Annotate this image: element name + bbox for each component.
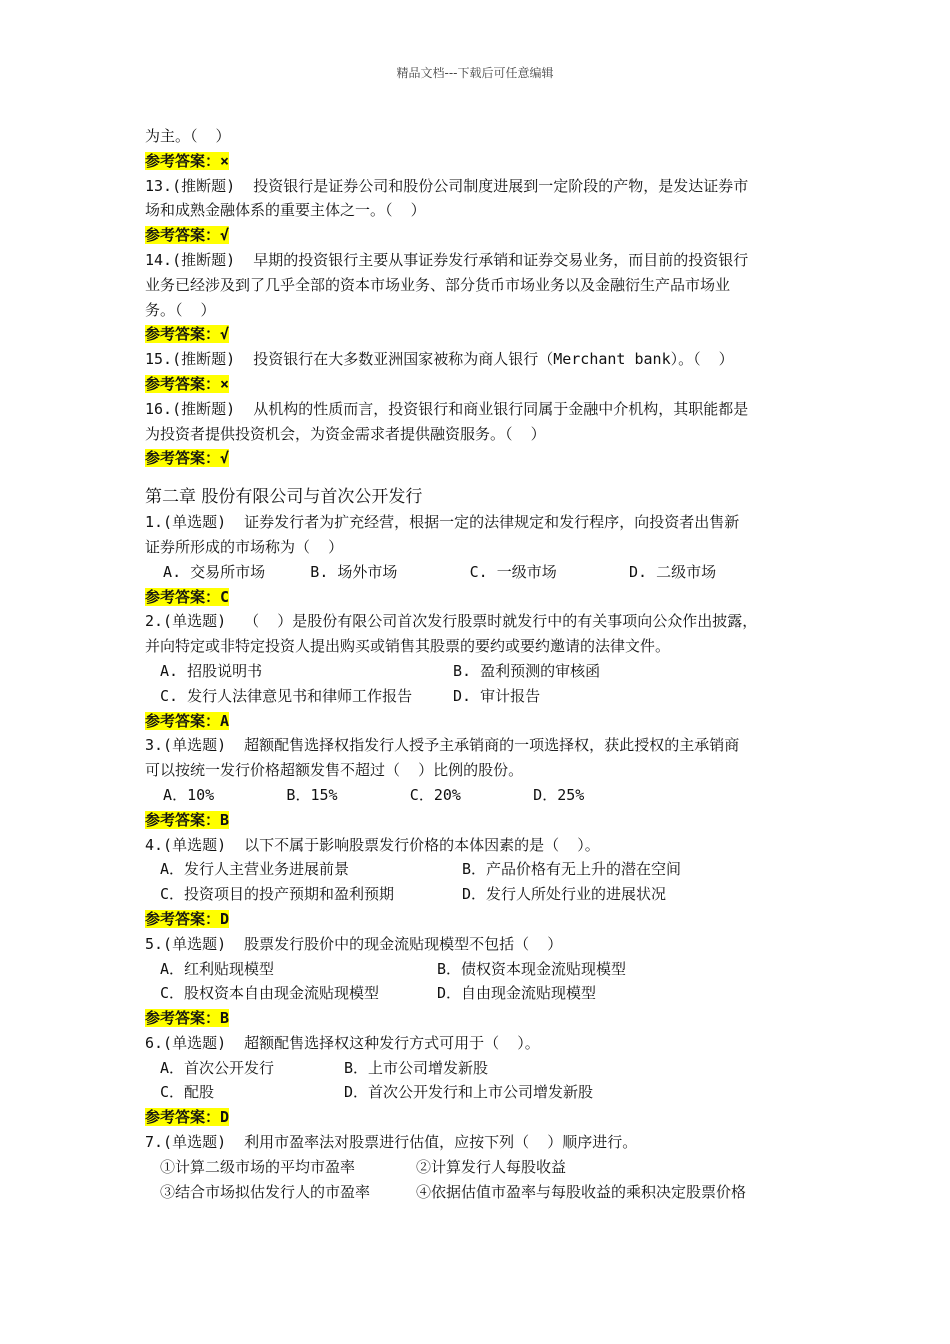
option-right: ②计算发行人每股收益 [416, 1157, 567, 1176]
answer-highlight: 参考答案：× [145, 151, 230, 170]
chapter-one-questions [145, 124, 825, 471]
chapter-title: 第二章 股份有限公司与首次公开发行 [145, 487, 423, 508]
option-row [145, 981, 825, 1006]
option-right: B．债权资本现金流贴现模型 [437, 959, 627, 978]
option-row [145, 684, 825, 709]
option-left: A．首次公开发行 [160, 1058, 275, 1077]
answer-highlight: 参考答案：√ [145, 449, 230, 468]
answer-highlight: 参考答案：√ [145, 325, 230, 344]
option-left: A．发行人主营业务进展前景 [160, 860, 350, 879]
text-line: A. 交易所市场 B. 场外市场 C. 一级市场 D. 二级市场 [145, 562, 717, 581]
option-row [145, 659, 825, 684]
option-left: ③结合市场拟估发行人的市盈率 [160, 1182, 371, 1201]
text-line: 14.(推断题) 早期的投资银行主要从事证券发行承销和证券交易业务，而目前的投资银行 [145, 250, 749, 269]
option-right: ④依据估值市盈率与每股收益的乘积决定股票价格 [416, 1182, 747, 1201]
option-left: C．投资项目的投产预期和盈利预期 [160, 885, 395, 904]
answer-line [145, 446, 825, 471]
text-line: 场和成熟金融体系的重要主体之一。（ ） [145, 201, 426, 220]
text-line: 16.(推断题) 从机构的性质而言，投资银行和商业银行同属于金融中介机构，其职能都是 [145, 399, 749, 418]
text-line: A．10% B．15% C．20% D．25% [145, 785, 585, 804]
answer-line [145, 907, 825, 932]
text-line: 1.(单选题) 证券发行者为扩充经营，根据一定的法律规定和发行程序，向投资者出售新 [145, 513, 740, 532]
text-line: 为投资者提供投资机会，为资金需求者提供融资服务。（ ） [145, 424, 546, 443]
text-line: 务。（ ） [145, 300, 216, 319]
option-right: D．自由现金流贴现模型 [437, 984, 597, 1003]
option-left: A．红利贴现模型 [160, 959, 275, 978]
answer-line [145, 709, 825, 734]
answer-line [145, 585, 825, 610]
answer-highlight: 参考答案：D [145, 909, 230, 928]
answer-highlight: 参考答案：B [145, 810, 230, 829]
option-left: C. 发行人法律意见书和律师工作报告 [160, 686, 413, 705]
option-right: D．发行人所处行业的进展状况 [462, 885, 667, 904]
answer-line [145, 808, 825, 833]
text-line: 4.(单选题) 以下不属于影响股票发行价格的本体因素的是（ ）。 [145, 835, 600, 854]
answer-highlight: 参考答案：D [145, 1108, 230, 1127]
answer-line [145, 372, 825, 397]
option-row [145, 1056, 825, 1081]
text-line: 为主。（ ） [145, 127, 231, 145]
answer-line [145, 223, 825, 248]
option-right: B．上市公司增发新股 [344, 1058, 489, 1077]
document-content [145, 124, 825, 1204]
text-line: 证券所形成的市场称为（ ） [145, 537, 344, 556]
text-line: 5.(单选题) 股票发行股价中的现金流贴现模型不包括（ ） [145, 934, 563, 953]
text-line: 15.(推断题) 投资银行在大多数亚洲国家被称为商人银行（Merchant bank）。（ ） [145, 350, 734, 369]
answer-highlight: 参考答案：B [145, 1009, 230, 1028]
text-line: 可以按统一发行价格超额发售不超过（ ）比例的股份。 [145, 761, 524, 780]
text-line: 业务已经涉及到了几乎全部的资本市场业务、部分货币市场业务以及金融衍生产品市场业 [145, 275, 731, 294]
text-line: 6.(单选题) 超额配售选择权这种发行方式可用于（ ）。 [145, 1033, 540, 1052]
text-line: 7.(单选题) 利用市盈率法对股票进行估值，应按下列（ ）顺序进行。 [145, 1133, 638, 1152]
answer-highlight: 参考答案：A [145, 711, 230, 730]
option-row [145, 857, 825, 882]
option-row [145, 1080, 825, 1105]
text-line: 并向特定或非特定投资人提出购买或销售其股票的要约或要约邀请的法律文件。 [145, 637, 671, 656]
answer-line [145, 149, 825, 174]
option-left: C．股权资本自由现金流贴现模型 [160, 984, 380, 1003]
answer-line [145, 1105, 825, 1130]
answer-line [145, 1006, 825, 1031]
text-line: 2.(单选题) （ ）是股份有限公司首次发行股票时就发行中的有关事项向公众作出披露， [145, 612, 758, 631]
option-left: C．配股 [160, 1083, 215, 1102]
option-right: D．首次公开发行和上市公司增发新股 [344, 1083, 594, 1102]
answer-highlight: 参考答案：C [145, 587, 230, 606]
option-right: B．产品价格有无上升的潜在空间 [462, 860, 682, 879]
option-right: D. 审计报告 [453, 686, 541, 705]
chapter-two-questions [145, 510, 825, 1204]
option-row [145, 882, 825, 907]
text-line: 3.(单选题) 超额配售选择权指发行人授予主承销商的一项选择权，获此授权的主承销商 [145, 736, 740, 755]
option-left: A. 招股说明书 [160, 661, 263, 680]
answer-line [145, 322, 825, 347]
answer-highlight: 参考答案：× [145, 374, 230, 393]
option-right: B. 盈利预测的审核函 [453, 661, 601, 680]
option-left: ①计算二级市场的平均市盈率 [160, 1157, 356, 1176]
answer-highlight: 参考答案：√ [145, 226, 230, 245]
option-row [145, 1155, 825, 1180]
page-header: 精品文档---下载后可任意编辑 [396, 66, 554, 80]
option-row [145, 957, 825, 982]
text-line: 13.(推断题) 投资银行是证券公司和股份公司制度进展到一定阶段的产物，是发达证券市 [145, 176, 749, 195]
option-row [145, 1180, 825, 1205]
